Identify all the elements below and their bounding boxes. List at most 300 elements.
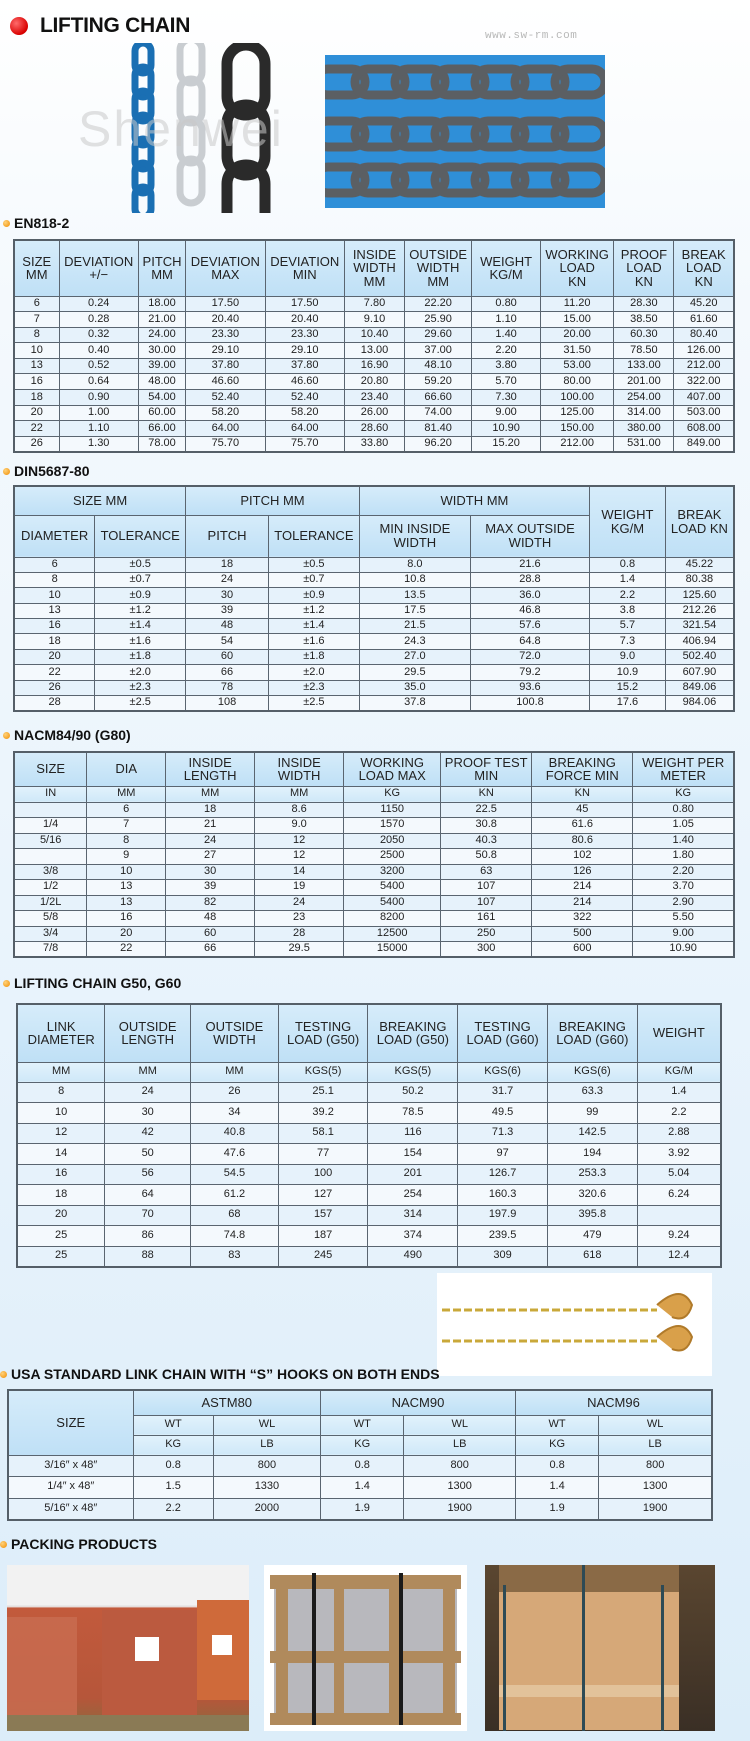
table-cell: 239.5 [458, 1226, 548, 1247]
table-cell: 9.0 [590, 649, 666, 664]
table-cell: 2.20 [472, 343, 541, 359]
column-header-line: LOAD [626, 260, 662, 276]
sub-header: WT [133, 1415, 213, 1435]
table-cell: 100.00 [540, 390, 613, 406]
unit-header: MM [255, 786, 344, 802]
column-header [344, 240, 404, 296]
table-cell: 157 [278, 1205, 368, 1226]
table-cell: 20.00 [540, 327, 613, 343]
unit-header: KG [344, 786, 441, 802]
table-cell: 8 [14, 572, 95, 587]
table-cell: 22.20 [405, 296, 472, 312]
table-row [14, 327, 734, 343]
table-cell: 6 [14, 296, 59, 312]
table-cell: 849.06 [665, 680, 734, 695]
unit-header: KN [441, 786, 532, 802]
orange-bullet-icon [0, 1371, 7, 1378]
column-header-line: LOAD [686, 260, 722, 276]
table-cell: 0.90 [59, 390, 138, 406]
table-cell: 77 [278, 1144, 368, 1165]
column-header-line: INSIDE [352, 246, 397, 262]
table-cell: 5/8 [14, 911, 87, 927]
table-cell: 66.60 [405, 390, 472, 406]
table-cell: 1.30 [59, 436, 138, 452]
table-cell: 5400 [344, 895, 441, 911]
table-cell: 29.10 [265, 343, 344, 359]
table-cell: 1.05 [633, 818, 734, 834]
table-cell: 79.2 [470, 665, 589, 680]
chain-rows-image [325, 55, 605, 208]
table-cell: 5.04 [637, 1164, 721, 1185]
table-cell: 17.50 [186, 296, 265, 312]
table-cell: 1570 [344, 818, 441, 834]
sub-header: WT [321, 1415, 404, 1435]
size-header: SIZE [8, 1390, 133, 1455]
column-header: LINK DIAMETER [17, 1004, 105, 1062]
table-cell: 2.88 [637, 1123, 721, 1144]
table-cell: 27.0 [359, 649, 470, 664]
table-cell: 800 [599, 1455, 712, 1477]
table-cell: 500 [532, 926, 633, 942]
table-cell: 25.1 [278, 1082, 368, 1103]
table-cell: 1/2L [14, 895, 87, 911]
table-cell: 8.6 [255, 802, 344, 818]
table-cell: 8 [14, 327, 59, 343]
table-row [17, 1082, 721, 1103]
unit-header: MM [87, 786, 166, 802]
din-table [13, 485, 735, 712]
table-cell: 0.64 [59, 374, 138, 390]
table-cell: 23.40 [344, 390, 404, 406]
table-cell: 18.00 [138, 296, 185, 312]
column-header: WORKING LOAD MAX [344, 752, 441, 786]
table-row [14, 942, 734, 958]
table-cell: 0.8 [133, 1455, 213, 1477]
table-cell: 26.00 [344, 405, 404, 421]
table-cell: 100 [278, 1164, 368, 1185]
table-cell: 314.00 [614, 405, 674, 421]
table-cell: 108 [186, 696, 269, 711]
sub-header: MIN INSIDE WIDTH [359, 515, 470, 557]
packing-crate-image [264, 1565, 467, 1731]
table-cell: 7 [14, 312, 59, 328]
table-cell: 78.00 [138, 436, 185, 452]
table-row [14, 296, 734, 312]
sub-header: TOLERANCE [95, 515, 186, 557]
table-cell: 78.5 [368, 1103, 458, 1124]
table-cell: 253.3 [547, 1164, 637, 1185]
drums-icon [7, 1565, 249, 1731]
column-header [405, 240, 472, 296]
table-cell: 309 [458, 1246, 548, 1267]
column-header-line: OUTSIDE [409, 246, 468, 262]
table-cell: 1/2 [14, 880, 87, 896]
table-cell: 80.6 [532, 833, 633, 849]
table-cell: 12500 [344, 926, 441, 942]
table-cell: 75.70 [186, 436, 265, 452]
table-cell: 9.00 [633, 926, 734, 942]
table-cell: 17.50 [265, 296, 344, 312]
table-cell: 407.00 [674, 390, 734, 406]
table-cell: 30.8 [441, 818, 532, 834]
table-cell: 37.80 [265, 358, 344, 374]
sub-header: TOLERANCE [268, 515, 359, 557]
section-title-text: PACKING PRODUCTS [11, 1536, 157, 1552]
table-cell: 154 [368, 1144, 458, 1165]
table-row [14, 312, 734, 328]
unit-header: KG [633, 786, 734, 802]
group-header: NACM90 [321, 1390, 516, 1415]
table-cell: 12 [255, 833, 344, 849]
packing-drums-image [7, 1565, 249, 1731]
table-cell: 75.70 [265, 436, 344, 452]
table-cell: 61.60 [674, 312, 734, 328]
table-row [14, 603, 734, 618]
unit-header: KG/M [637, 1062, 721, 1082]
table-cell: ±1.8 [268, 649, 359, 664]
weight-header [590, 486, 666, 557]
table-cell: 2.2 [590, 588, 666, 603]
table-cell: 212.00 [540, 436, 613, 452]
table-cell: 18 [14, 390, 59, 406]
table-cell: 321.54 [665, 619, 734, 634]
table-cell: 20 [14, 405, 59, 421]
table-row [17, 1246, 721, 1267]
usa-table [7, 1389, 713, 1521]
column-header-line: WEIGHT [480, 253, 533, 269]
table-cell: 7/8 [14, 942, 87, 958]
table-cell: 29.5 [255, 942, 344, 958]
table-cell: 16 [14, 619, 95, 634]
table-cell: 22 [14, 665, 95, 680]
column-header-line: KN [634, 274, 653, 290]
table-cell: 33.80 [344, 436, 404, 452]
table-cell: 15.20 [472, 436, 541, 452]
table-cell: 66 [186, 665, 269, 680]
table-cell: ±0.7 [268, 572, 359, 587]
table-cell: 19 [255, 880, 344, 896]
table-cell: 10.8 [359, 572, 470, 587]
table-cell: 8.0 [359, 557, 470, 572]
table-cell: 194 [547, 1144, 637, 1165]
table-cell: 13.00 [344, 343, 404, 359]
table-cell: 23.30 [265, 327, 344, 343]
table-cell: 24 [186, 572, 269, 587]
table-cell: 13 [87, 895, 166, 911]
en818-table [13, 239, 735, 453]
table-cell: 86 [105, 1226, 191, 1247]
table-cell: 10.40 [344, 327, 404, 343]
table-cell: 70 [105, 1205, 191, 1226]
table-cell: 47.6 [191, 1144, 279, 1165]
table-row [8, 1455, 712, 1477]
unit-header: MM [105, 1062, 191, 1082]
column-header: BREAKING LOAD (G60) [547, 1004, 637, 1062]
table-cell: ±1.8 [95, 649, 186, 664]
table-cell: 31.50 [540, 343, 613, 359]
watermark: Shenwei [78, 101, 284, 157]
table-cell: 80.00 [540, 374, 613, 390]
table-cell: ±1.2 [268, 603, 359, 618]
table-cell: 81.40 [405, 421, 472, 437]
table-cell: 2.90 [633, 895, 734, 911]
table-cell: 0.80 [633, 802, 734, 818]
table-cell: 25.90 [405, 312, 472, 328]
table-cell: 600 [532, 942, 633, 958]
orange-bullet-icon [0, 1541, 7, 1548]
unit-header: IN [14, 786, 87, 802]
table-cell: 30 [186, 588, 269, 603]
table-cell: 127 [278, 1185, 368, 1206]
table-cell: 45.20 [674, 296, 734, 312]
table-cell: 31.7 [458, 1082, 548, 1103]
table-cell: 37.8 [359, 696, 470, 711]
table-cell: 16 [14, 374, 59, 390]
table-cell: 3.70 [633, 880, 734, 896]
table-cell: ±2.0 [95, 665, 186, 680]
table-cell: 80.40 [674, 327, 734, 343]
table-cell: 48 [166, 911, 255, 927]
table-cell: 48 [186, 619, 269, 634]
hook-chain-image [437, 1273, 712, 1376]
table-cell: 5400 [344, 880, 441, 896]
table-cell: 18 [17, 1185, 105, 1206]
table-cell: 30 [166, 864, 255, 880]
column-header: BREAKING LOAD (G50) [368, 1004, 458, 1062]
column-header-line: WORKING [545, 246, 609, 262]
table-row [14, 358, 734, 374]
table-cell: 16.90 [344, 358, 404, 374]
table-cell: 64.00 [186, 421, 265, 437]
table-cell: ±2.5 [268, 696, 359, 711]
table-cell: 5.50 [633, 911, 734, 927]
table-row [14, 864, 734, 880]
column-header [186, 240, 265, 296]
table-cell: 608.00 [674, 421, 734, 437]
section-title-text: LIFTING CHAIN G50, G60 [14, 975, 182, 991]
table-cell: 57.6 [470, 619, 589, 634]
table-cell: 380.00 [614, 421, 674, 437]
table-cell: 107 [441, 895, 532, 911]
table-cell: 42 [105, 1123, 191, 1144]
table-row [17, 1103, 721, 1124]
unit-header: MM [191, 1062, 279, 1082]
table-cell: 14 [17, 1144, 105, 1165]
table-cell: 49.5 [458, 1103, 548, 1124]
table-cell: 60 [186, 649, 269, 664]
table-row [14, 634, 734, 649]
table-cell: 479 [547, 1226, 637, 1247]
table-cell: 1900 [599, 1498, 712, 1520]
table-cell: 107 [441, 880, 532, 896]
column-header [674, 240, 734, 296]
section-title-text: NACM84/90 (G80) [14, 727, 131, 743]
table-cell: 3200 [344, 864, 441, 880]
table-cell: 66.00 [138, 421, 185, 437]
table-cell: 52.40 [265, 390, 344, 406]
section-title-text: EN818-2 [14, 215, 70, 231]
table-cell: 80.38 [665, 572, 734, 587]
table-cell: 490 [368, 1246, 458, 1267]
table-row [14, 649, 734, 664]
table-cell: 64.8 [470, 634, 589, 649]
table-cell: 1.4 [637, 1082, 721, 1103]
table-cell: 0.32 [59, 327, 138, 343]
table-cell [637, 1205, 721, 1226]
table-cell: 97 [458, 1144, 548, 1165]
column-header-line: DEVIATION [270, 253, 340, 269]
table-cell: 40.3 [441, 833, 532, 849]
table-cell: ±1.4 [268, 619, 359, 634]
column-header: INSIDE LENGTH [166, 752, 255, 786]
table-cell: 28 [14, 696, 95, 711]
table-row [14, 880, 734, 896]
table-cell: 24 [105, 1082, 191, 1103]
unit-header: KG [321, 1435, 404, 1455]
table-cell: 27 [166, 849, 255, 865]
column-header-line: MAX [211, 267, 240, 283]
page-title-text: LIFTING CHAIN [40, 14, 191, 37]
table-cell: 406.94 [665, 634, 734, 649]
table-cell: 14 [255, 864, 344, 880]
column-header [540, 240, 613, 296]
table-cell: 21.5 [359, 619, 470, 634]
table-cell: 61.6 [532, 818, 633, 834]
table-cell: 39 [166, 880, 255, 896]
table-cell: 63.3 [547, 1082, 637, 1103]
sub-header: WT [515, 1415, 598, 1435]
table-cell: 24 [166, 833, 255, 849]
table-cell: 254.00 [614, 390, 674, 406]
table-cell: 68 [191, 1205, 279, 1226]
table-cell: 212.26 [665, 603, 734, 618]
table-cell: 7.3 [590, 634, 666, 649]
unit-header: KG [515, 1435, 598, 1455]
table-cell: 20.40 [186, 312, 265, 328]
table-cell: 18 [166, 802, 255, 818]
table-cell: 12 [17, 1123, 105, 1144]
table-cell: 71.3 [458, 1123, 548, 1144]
table-cell: 9.0 [255, 818, 344, 834]
table-cell: 82 [166, 895, 255, 911]
unit-header: KG [133, 1435, 213, 1455]
table-cell: 0.80 [472, 296, 541, 312]
table-cell: 18 [186, 557, 269, 572]
table-cell: 374 [368, 1226, 458, 1247]
table-cell: 13 [87, 880, 166, 896]
table-cell: 26 [191, 1082, 279, 1103]
table-cell: 0.8 [321, 1455, 404, 1477]
website-url: www.sw-rm.com [485, 30, 578, 42]
table-row [14, 818, 734, 834]
column-header [472, 240, 541, 296]
table-cell: 214 [532, 895, 633, 911]
table-cell: 34 [191, 1103, 279, 1124]
table-row [14, 696, 734, 711]
packing-wooden-box-image [485, 1565, 715, 1731]
table-cell: 13 [14, 603, 95, 618]
table-cell: 9.24 [637, 1226, 721, 1247]
table-cell: 0.8 [515, 1455, 598, 1477]
table-row [14, 436, 734, 452]
table-cell: 60.30 [614, 327, 674, 343]
table-cell: 160.3 [458, 1185, 548, 1206]
table-cell: 16 [17, 1164, 105, 1185]
column-header-line: BREAK [681, 246, 726, 262]
table-cell: ±0.9 [95, 588, 186, 603]
column-header: TESTING LOAD (G60) [458, 1004, 548, 1062]
table-cell: 30.00 [138, 343, 185, 359]
column-header: OUTSIDE LENGTH [105, 1004, 191, 1062]
table-cell: 40.8 [191, 1123, 279, 1144]
column-header-line: MM [363, 274, 386, 290]
table-row [14, 374, 734, 390]
table-cell: 12.4 [637, 1246, 721, 1267]
table-row [14, 895, 734, 911]
table-cell: 6.24 [637, 1185, 721, 1206]
column-header: INSIDE WIDTH [255, 752, 344, 786]
section-din [3, 463, 90, 479]
table-cell: 2.2 [637, 1103, 721, 1124]
weight-header-text: WEIGHT KG/M [601, 507, 654, 536]
table-cell: 61.2 [191, 1185, 279, 1206]
table-cell: 18 [14, 634, 95, 649]
table-cell: 5.70 [472, 374, 541, 390]
unit-header: LB [213, 1435, 320, 1455]
column-header: DIA [87, 752, 166, 786]
section-usa [0, 1366, 440, 1382]
table-cell: 38.50 [614, 312, 674, 328]
table-cell: 10.9 [590, 665, 666, 680]
table-cell: 15000 [344, 942, 441, 958]
table-cell: 39 [186, 603, 269, 618]
table-cell: 39.2 [278, 1103, 368, 1124]
table-row [17, 1205, 721, 1226]
table-cell: 1.10 [472, 312, 541, 328]
table-cell: 46.8 [470, 603, 589, 618]
table-row [14, 802, 734, 818]
table-cell: 39.00 [138, 358, 185, 374]
table-cell: 23.30 [186, 327, 265, 343]
table-cell: 1150 [344, 802, 441, 818]
table-cell: 1900 [404, 1498, 515, 1520]
table-cell: 102 [532, 849, 633, 865]
table-row [17, 1164, 721, 1185]
table-cell: 395.8 [547, 1205, 637, 1226]
orange-bullet-icon [3, 980, 10, 987]
table-cell: 3/8 [14, 864, 87, 880]
table-cell: 125.00 [540, 405, 613, 421]
table-cell: 46.60 [186, 374, 265, 390]
column-header-line: KN [694, 274, 713, 290]
table-cell: ±0.9 [268, 588, 359, 603]
column-header-line: MM [151, 267, 173, 283]
table-cell: 1.40 [472, 327, 541, 343]
table-cell: 212.00 [674, 358, 734, 374]
table-cell: 502.40 [665, 649, 734, 664]
table-cell: 60 [166, 926, 255, 942]
table-cell: 8 [87, 833, 166, 849]
break-load-header-text: BREAK LOAD KN [670, 507, 728, 536]
table-cell: ±2.3 [268, 680, 359, 695]
column-header [614, 240, 674, 296]
table-cell: 78.50 [614, 343, 674, 359]
table-cell: 58.20 [265, 405, 344, 421]
column-header-line: WIDTH [353, 260, 396, 276]
table-cell: ±2.5 [95, 696, 186, 711]
table-row [14, 680, 734, 695]
table-cell: ±1.6 [268, 634, 359, 649]
